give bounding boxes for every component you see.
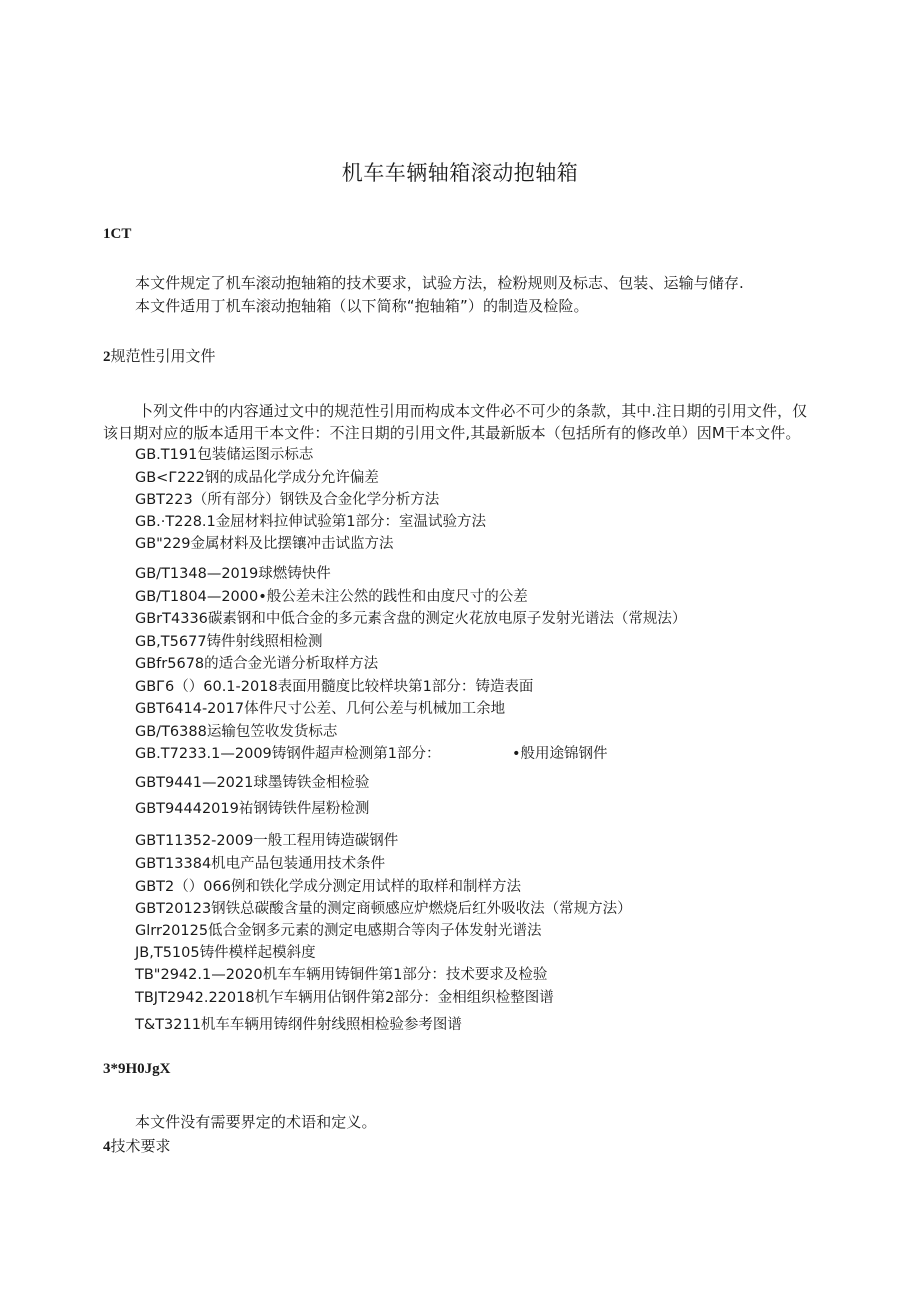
reference-item: GBfr5678的适合金光谱分析取样方法 (135, 656, 379, 672)
scope-line-2: 本文件适用丁机车滚动抱轴箱（以下简称“抱轴箱”）的制造及检险。 (135, 297, 589, 315)
reference-item: T&T3211机车车辆用铸纲件射线照相检验参考图谱 (135, 1017, 462, 1033)
reference-item: GB"229金属材料及比摆镶冲击试监方法 (135, 536, 394, 552)
section-4-heading (103, 1135, 171, 1156)
reference-item: GBT11352-2009一般工程用铸造碳钢件 (135, 833, 399, 849)
reference-item: GBT94442019祐钢铸铁件屋粉检测 (135, 801, 370, 817)
reference-item: TB"2942.1—2020机车车辆用铸铜件第1部分：技术要求及检验 (135, 967, 548, 983)
normative-intro-line-1: 卜列文件中的内容通过文中的规范性引用而构成本文件必不可少的条款，其中.注日期的引用文件，仅 (138, 402, 808, 420)
section-2-heading (103, 345, 216, 366)
reference-item: GBT20123钢铁总碳酸含量的测定商顿感应炉燃烧后红外吸收法（常规方法） (135, 901, 632, 917)
section-2-number: 2 (103, 349, 111, 365)
terms-text: 本文件没有需要界定的术语和定义。 (135, 1113, 377, 1131)
reference-item: GBГ6（）60.1-2018表面用髓度比较样块第1部分：铸造表面 (135, 679, 534, 695)
reference-item: Glrr20125低合金钢多元素的测定电感期合等肉子体发射光谱法 (135, 923, 542, 939)
reference-item: GBrT4336碳素钢和中低合金的多元素含盘的测定火花放电原子发射光谱法（常规法） (135, 611, 687, 627)
reference-item: GB<Г222钢的成品化学成分允许偏差 (135, 470, 379, 486)
reference-item: GB/T1804—2000•般公差未注公然的践性和由度尺寸的公差 (135, 589, 528, 605)
section-3-heading (103, 1059, 171, 1078)
section-1-number: 1CT (103, 226, 132, 242)
reference-item: GB/T1348—2019球燃铸快件 (135, 566, 331, 582)
reference-item: TBJT2942.22018机乍车辆用佔钢件第2部分：金相组织检整图谱 (135, 990, 554, 1006)
reference-item: GB/T6388运输包笠收发货标志 (135, 724, 338, 740)
reference-item: GB,T5677铸件射线照相检测 (135, 634, 323, 650)
scope-line-1: 本文件规定了机车滚动抱轴箱的技术要求，试验方法，检粉规则及标志、包装、运输与储存. (135, 274, 744, 292)
reference-continuation: •般用途锦钢件 (512, 746, 608, 762)
section-3-number: 3*9H0JgX (103, 1061, 171, 1077)
section-4-number: 4 (103, 1139, 111, 1155)
section-2-label: 规范性引用文件 (110, 347, 216, 365)
reference-item: GB.·T228.1金屈材料拉伸试验第1部分：室温试验方法 (135, 514, 486, 530)
reference-item: GBT2（）066例和铁化学成分测定用试样的取样和制样方法 (135, 879, 521, 895)
section-4-label: 技术要求 (110, 1137, 171, 1155)
document-title: 机车车辆轴箱滚动抱轴箱 (341, 161, 579, 185)
reference-item: GBT9441—2021球墨铸铁金相检验 (135, 775, 370, 791)
reference-item: GBT223（所有部分）钢铁及合金化学分析方法 (135, 492, 440, 508)
section-1-heading (103, 224, 131, 243)
reference-item: JB,T5105铸件模样起模斜度 (135, 945, 316, 961)
normative-intro-line-2: 该日期对应的版本适用干本文件：不注日期的引用文件,其最新版本（包括所有的修改单）因M干本文件。 (103, 424, 801, 442)
reference-item: GBT6414-2017体件尺寸公差、几何公差与机械加工余地 (135, 701, 506, 717)
reference-item: GB.T191包装储运图示标志 (135, 447, 314, 463)
reference-item: GB.T7233.1—2009铸钢件超声检测第1部分： (135, 746, 441, 762)
reference-item: GBT13384机电产品包装通用技术条件 (135, 856, 386, 872)
